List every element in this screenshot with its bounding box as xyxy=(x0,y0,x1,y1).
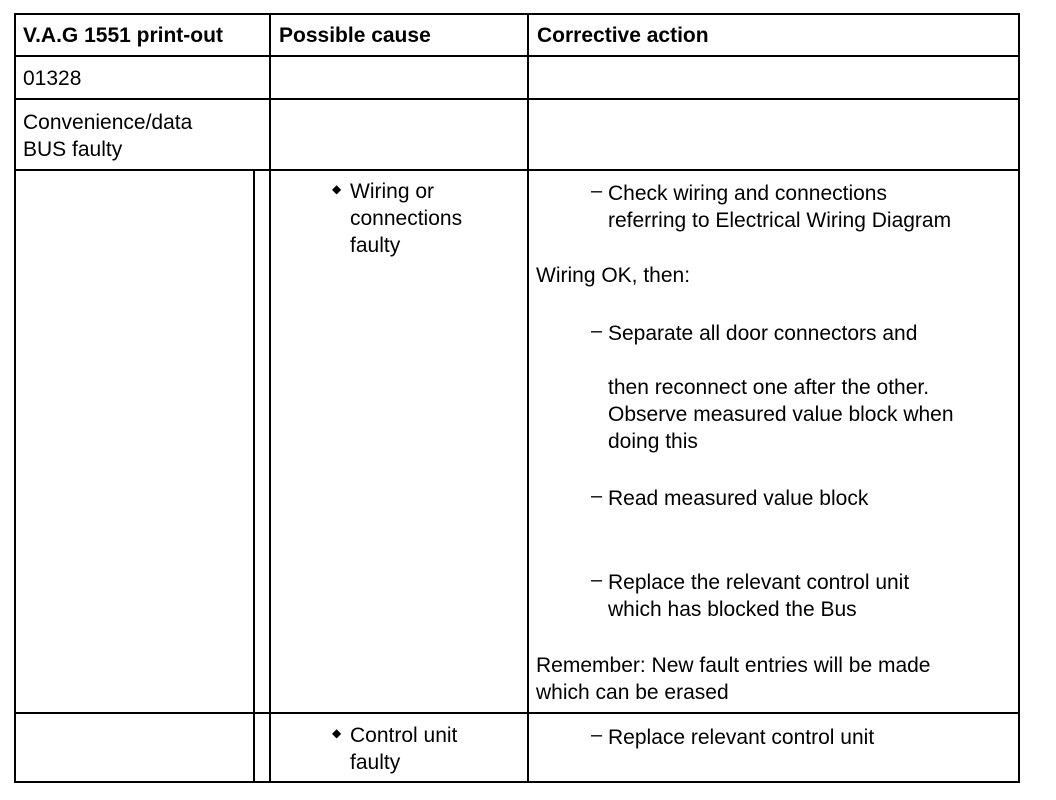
note-remember: Remember: New fault entries will be made which can be erased xyxy=(536,654,931,704)
note-wiring-ok: Wiring OK, then: xyxy=(536,264,691,287)
column-divider xyxy=(269,13,271,783)
dash-icon: – xyxy=(591,320,603,342)
header-action: Corrective action xyxy=(537,24,709,47)
action-replace-unit: Replace relevant control unit xyxy=(608,726,875,749)
dash-icon: – xyxy=(591,724,603,746)
action-replace-blocking-unit: Replace the relevant control unit which has blocked the Bus xyxy=(608,571,910,621)
cause-control-unit: Control unit faulty xyxy=(350,724,458,774)
action-read-block: Read measured value block xyxy=(608,487,869,510)
header-divider xyxy=(14,55,1020,57)
table-border-left xyxy=(14,13,16,783)
table-border-bottom xyxy=(14,781,1020,783)
cause-wiring: Wiring or connections faulty xyxy=(350,180,463,257)
dash-icon: – xyxy=(591,485,603,507)
row-divider xyxy=(14,98,1020,100)
dash-icon: – xyxy=(591,569,603,591)
fault-text: Convenience/data BUS faulty xyxy=(23,111,193,161)
table-border-top xyxy=(14,13,1020,15)
row-divider xyxy=(14,169,1020,171)
header-cause: Possible cause xyxy=(279,24,431,47)
bullet-icon: ◆ xyxy=(332,726,342,740)
bullet-icon: ◆ xyxy=(332,182,342,196)
dash-icon: – xyxy=(591,180,603,202)
action-check-wiring: Check wiring and connections referring to Electrical Wiring Diagram xyxy=(608,182,952,232)
action-separate-connectors: Separate all door connectors and xyxy=(608,322,918,345)
header-printout: V.A.G 1551 print-out xyxy=(23,24,223,47)
column-divider xyxy=(527,13,529,783)
indent-divider xyxy=(253,170,255,783)
fault-code: 01328 xyxy=(23,67,82,90)
fault-table xyxy=(14,13,1020,783)
row-divider xyxy=(14,712,1020,714)
table-border-right xyxy=(1018,13,1020,783)
action-reconnect: then reconnect one after the other. Observe measured value block when doing this xyxy=(608,376,954,453)
